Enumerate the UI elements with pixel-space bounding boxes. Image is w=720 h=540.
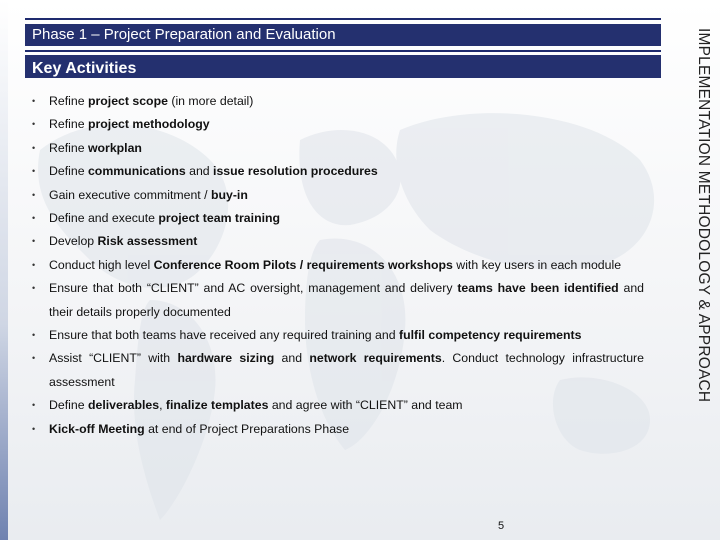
bold-text: buy-in: [210, 187, 248, 202]
text: Refine: [49, 140, 88, 155]
list-item: [30, 137, 644, 160]
text: Refine: [49, 117, 88, 132]
list-item: [30, 277, 644, 324]
bold-text: fulfil competency requirements: [399, 328, 582, 343]
bold-text: project team training: [158, 211, 281, 226]
text: Assist “CLIENT” with: [49, 351, 178, 366]
list-item: [30, 113, 644, 136]
list-item: [30, 394, 644, 417]
list-item: [30, 90, 644, 113]
list-item: [30, 160, 644, 183]
bold-text: Kick-off Meeting: [49, 421, 145, 436]
bold-text: Risk assessment: [97, 234, 198, 249]
text: Define: [49, 164, 88, 179]
bold-text: finalize templates: [165, 398, 269, 413]
list-item: [30, 230, 644, 253]
list-item: [30, 324, 644, 347]
text: Develop: [49, 234, 98, 249]
text: . Conduct technology infrastructure assessment: [49, 351, 644, 389]
list-item: [30, 207, 644, 230]
text: and: [185, 164, 214, 179]
activity-list: [30, 90, 644, 441]
bold-text: workplan: [87, 140, 142, 155]
text: and: [274, 351, 310, 366]
text: with key users in each module: [452, 257, 622, 272]
list-item: [30, 184, 644, 207]
page-number: 5: [498, 520, 505, 532]
text: (in more detail): [167, 94, 254, 108]
left-accent-strip: [0, 0, 8, 540]
side-title-text: IMPLEMENTATION METHODOLOGY & APPROACH: [695, 28, 712, 403]
side-title: [688, 28, 718, 408]
text: Refine: [49, 94, 88, 108]
text: Define: [49, 398, 88, 413]
bold-text: network requirements: [309, 351, 442, 366]
list-item: [30, 254, 644, 277]
text: and agree with “CLIENT” and team: [268, 398, 463, 413]
section-title: Key Activities: [32, 60, 137, 77]
text: Define and execute: [49, 211, 159, 226]
bold-text: issue resolution procedures: [213, 164, 378, 179]
bold-text: deliverables: [87, 398, 160, 413]
text: Conduct high level: [49, 257, 154, 272]
top-rule: [25, 18, 661, 20]
text: Ensure that both “CLIENT” and AC oversight, management and delivery: [49, 281, 458, 296]
list-item: [30, 418, 644, 441]
text: Ensure that both teams have received any required training and: [49, 328, 399, 343]
bold-text: project methodology: [87, 117, 210, 132]
list-item: [30, 347, 644, 394]
phase-title: Phase 1 – Project Preparation and Evaluation: [32, 26, 336, 43]
text: at end of Project Preparations Phase: [144, 421, 350, 436]
text: ,: [159, 398, 166, 413]
text: Gain executive commitment /: [49, 187, 211, 202]
bold-text: communications: [87, 164, 186, 179]
phase-title-banner: [25, 24, 661, 46]
bold-text: teams have been identified: [457, 281, 619, 296]
bold-text: Conference Room Pilots / requirements workshops: [153, 257, 453, 272]
text: and their details properly documented: [49, 281, 644, 319]
mid-rule: [25, 50, 661, 52]
bold-text: project scope: [87, 94, 168, 108]
key-activities-banner: [25, 55, 661, 78]
bold-text: hardware sizing: [177, 351, 275, 366]
